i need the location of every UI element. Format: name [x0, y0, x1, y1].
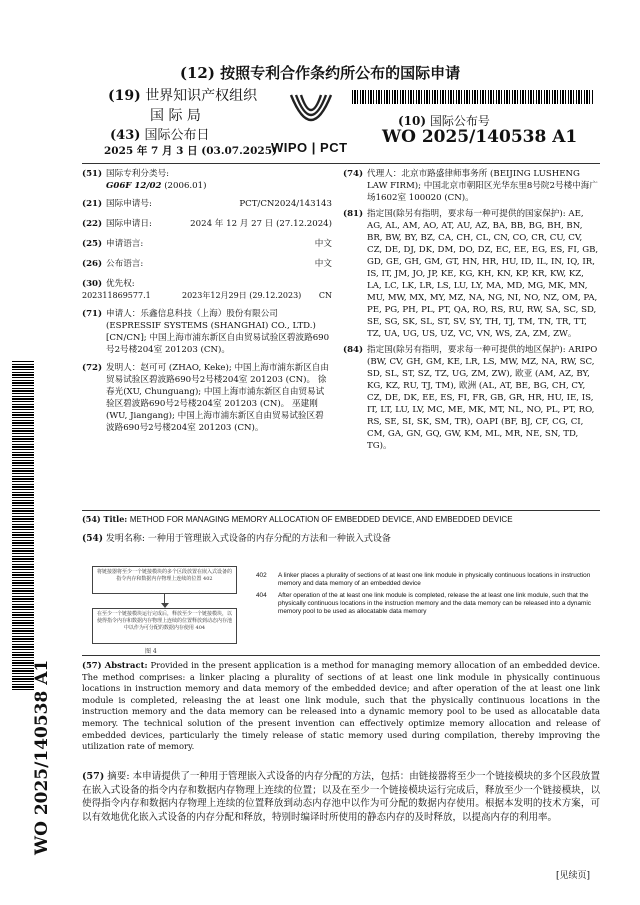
field-21-label: 国际申请号: [106, 199, 152, 209]
field-84-code: (84) [343, 345, 364, 355]
flow-box-404-num: 404 [195, 625, 206, 631]
flow-box-402-num: 402 [203, 576, 213, 582]
field-51-value: G06F 12/02 [106, 181, 162, 191]
org-code: (19) [108, 88, 141, 104]
field-71 [82, 308, 332, 356]
flow-box-404-text: 在至少一个链接模块运行完成后，释放至少一个链接模块，以使得指令内存和数据内存物理上连续的位置释放到动态内存池中以作为可分配的数据内存使用 [96, 611, 232, 631]
figure-legend [256, 572, 596, 616]
left-column [82, 168, 332, 434]
field-51-label: 国际专利分类号: [106, 169, 170, 179]
field-72 [82, 362, 332, 434]
field-71-code: (71) [82, 309, 103, 319]
field-51-code: (51) [82, 169, 103, 179]
field-25-label: 申请语言: [106, 239, 144, 249]
legend-num: 404 [256, 592, 267, 599]
side-pub-no: WO 2025/140538 A1 [32, 659, 52, 855]
pub-no-label-text: 国际公布号 [429, 114, 490, 128]
field-26-label: 公布语言: [106, 259, 144, 269]
title-divider [82, 510, 600, 511]
field-81-text: 指定国(除另有指明，要求每一种可提供的国家保护): AE, AG, AL, AM, AO, AT, AU, AZ, BA, BB, BG, BH, BN, BR, BW, BY, BZ, CA, CH, CL, CN, CO, CR, CU, CV, CZ, DE, DJ, DK, DM, DO, DZ, EC, EE, EG, ES, FI, GB, GD, GE, GH, GM, GT, HN, HR, HU, ID, IL, IN, IQ, IR, IS, IT, JM, JO, JP, KE, KG, KH, KN, KP, KR, KW, KZ, LA, LC, LK, LR, LS, LU, LY, MA, MD, MG, MK, MN, MU, MW, MX, MY, MZ, NA, NG, NI, NO, NZ, OM, PA, PE, PG, PH, PL, PT, QA, RO, RS, RU, RW, SA, SC, SD, SE, SG, SK, SL, ST, SV, SY, TH, TJ, TM, TN, TR, TT, TZ, UA, UG, US, UZ, VC, VN, WS, ZA, ZM, ZW。 [367, 209, 599, 339]
pub-date-code: (43) [110, 128, 141, 143]
org-block [108, 85, 268, 125]
field-30-number: 202311869577.1 [82, 291, 151, 300]
title-en [82, 514, 600, 525]
wipo-logo [283, 85, 339, 145]
field-25-value: 中文 [314, 239, 332, 249]
title-en-code: (54) Title: [82, 514, 128, 524]
field-22 [82, 218, 332, 230]
field-74-code: (74) [343, 169, 364, 179]
abstract-zh [82, 770, 600, 824]
field-22-value: 2024 年 12 月 27 日 (27.12.2024) [190, 219, 332, 229]
field-51-value-row [82, 180, 332, 192]
legend-item [256, 592, 596, 616]
legend-item [256, 572, 596, 588]
field-21-value: PCT/CN2024/143143 [239, 199, 332, 209]
field-21-code: (21) [82, 199, 103, 209]
field-30 [82, 278, 332, 290]
field-26 [82, 258, 332, 270]
field-72-code: (72) [82, 363, 103, 373]
main-title: (12) 按照专利合作条约所公布的国际申请 [179, 64, 461, 82]
title-zh-text: 一种用于管理嵌入式设备的内存分配的方法和一种嵌入式设备 [147, 534, 391, 544]
legend-text: After operation of the at least one link module is completed, release the at least one link module, such that the physically continuous locations in the instruction memory and the data memory can be released into a dynamic memory pool to be used as allocatable data memory [278, 592, 591, 615]
field-71-text: 申请人：乐鑫信息科技（上海）股份有限公司 (ESPRESSIF SYSTEMS (SHANGHAI) CO., LTD.) [CN/CN]; 中国上海市浦东新区自由贸易试验区碧波路690号2号楼204室 201203 (CN)。 [106, 309, 330, 355]
field-21 [82, 198, 332, 210]
field-72-text: 发明人：赵可可 (ZHAO, Keke); 中国上海市浦东新区自由贸易试验区碧波路690号2号楼204室 201203 (CN)。 徐春光(XU, Chunguang); 中国上海市浦东新区自由贸易试验区碧波路690号2号楼204室 201203 (CN)。 巫建刚(WU, Jiangang); 中国上海市浦东新区自由贸易试验区碧波路690号2号楼204室 201203 (CN)。 [106, 363, 329, 433]
pub-date-label [110, 124, 210, 143]
pub-date: 2025 年 7 月 3 日 (03.07.2025) [104, 145, 277, 157]
abstract-zh-code: (57) [82, 771, 105, 782]
abstract-en-code: (57) Abstract: [82, 660, 148, 670]
right-column [343, 168, 600, 452]
field-30-label: 优先权: [106, 279, 135, 289]
abstract-zh-label: 摘要: [107, 771, 130, 782]
field-51 [82, 168, 332, 180]
title-en-text: METHOD FOR MANAGING MEMORY ALLOCATION OF EMBEDDED DEVICE, AND EMBEDDED DEVICE [129, 515, 513, 524]
legend-text: A linker places a plurality of sections of at least one link module in physically continuous locations in instruction memory and data memory of an embedded device [278, 572, 591, 587]
field-30-code: (30) [82, 279, 103, 289]
abstract-en [82, 660, 600, 753]
field-81 [343, 208, 600, 340]
pub-date-label-text: 国际公布日 [144, 128, 210, 143]
top-barcode [352, 90, 594, 104]
field-30-country: CN [318, 291, 332, 300]
logo-text: WIPO | PCT [271, 140, 348, 155]
pub-no-code: (10) [398, 114, 427, 128]
field-84 [343, 344, 600, 452]
field-25-code: (25) [82, 239, 103, 249]
title-zh-code: (54) [82, 534, 104, 544]
field-51-year: (2006.01) [164, 181, 207, 191]
legend-num: 402 [256, 572, 267, 579]
field-22-label: 国际申请日: [106, 219, 152, 229]
field-30-values [82, 290, 332, 302]
abstract-zh-text: 本申请提供了一种用于管理嵌入式设备的内存分配的方法，包括：由链接器将至少一个链接模块的多个区段放置在嵌入式设备的指令内存和数据内存物理上连续的位置；以及在至少一个链接模块运行完成后，释放至少一个链接模块，以使得指令内存和数据内存物理上连续的位置释放到动态内存池中以作为可分配的数据内存使用。根据本发明的技术方案，可以有效地优化嵌入式设备的内存分配和释放，特别时编译时所使用的静态内存的及时释放，以提高内存的利用率。 [82, 771, 600, 823]
flow-box-402 [92, 566, 237, 594]
figure-caption: 图 4 [145, 648, 157, 655]
field-26-code: (26) [82, 259, 103, 269]
field-26-value: 中文 [314, 259, 332, 269]
pub-no: WO 2025/140538 A1 [382, 127, 578, 147]
org-sub: 国 际 局 [150, 108, 201, 124]
abstract-en-text: Provided in the present application is a method for managing memory allocation of an embedded device. The method comprises: a linker placing a plurality of sections of at least one link module in physically continuous locations in instruction memory and data memory of the embedded device; and after operation of the at least one link module is completed, releasing the at least one link module, such that the physically continuous locations in the instruction memory and the data memory can be released into a dynamic memory pool to be used as allocatable data memory. The technical solution of the present invention can effectively optimize memory allocation and release of embedded devices, particularly the timely release of static memory used during compilation, thereby improving the utilization rate of memory. [82, 660, 600, 752]
title-zh [82, 531, 600, 544]
field-81-code: (81) [343, 209, 364, 219]
field-84-text: 指定国(除另有指明，要求每一种可提供的地区保护): ARIPO (BW, CV, GH, GM, KE, LR, LS, MW, MZ, NA, RW, SC, SD, SL, ST, SZ, TZ, UG, ZM, ZW), 欧亚 (AM, AZ, BY, KG, KZ, RU, TJ, TM), 欧洲 (AL, AT, BE, BG, CH, CY, CZ, DE, DK, EE, ES, FI, FR, GB, GR, HR, HU, IE, IS, IT, LT, LU, LV, MC, ME, MK, MT, NL, NO, PL, PT, RO, RS, SE, SI, SK, SM, TR), OAPI (BF, BJ, CF, CG, CI, CM, GA, GN, GQ, GW, KM, ML, MR, NE, SN, TD, TG)。 [367, 345, 598, 451]
flow-box-404 [92, 608, 237, 644]
field-74 [343, 168, 600, 204]
field-30-date: 2023年12月29日 (29.12.2023) [182, 291, 302, 300]
side-barcode [12, 360, 34, 690]
continued-note: [见续页] [556, 871, 591, 881]
field-74-text: 代理人：北京市路盛律师事务所 (BEIJING LUSHENG LAW FIRM); 中国北京市朝阳区光华东里8号院2号楼中海广场1602室 100020 (CN)。 [367, 169, 598, 203]
field-22-code: (22) [82, 219, 103, 229]
abstract-divider [82, 655, 600, 656]
field-25 [82, 238, 332, 250]
flow-box-402-text: 将链接器将至少一个链接模块的多个区段放置在嵌入式设备的指令内存和数据内存物理上连续的位置 [96, 569, 232, 582]
org-name: 世界知识产权组织 [145, 88, 258, 104]
wipo-emblem-icon [283, 85, 339, 145]
title-zh-label: 发明名称: [105, 534, 145, 544]
header-divider [82, 163, 600, 164]
